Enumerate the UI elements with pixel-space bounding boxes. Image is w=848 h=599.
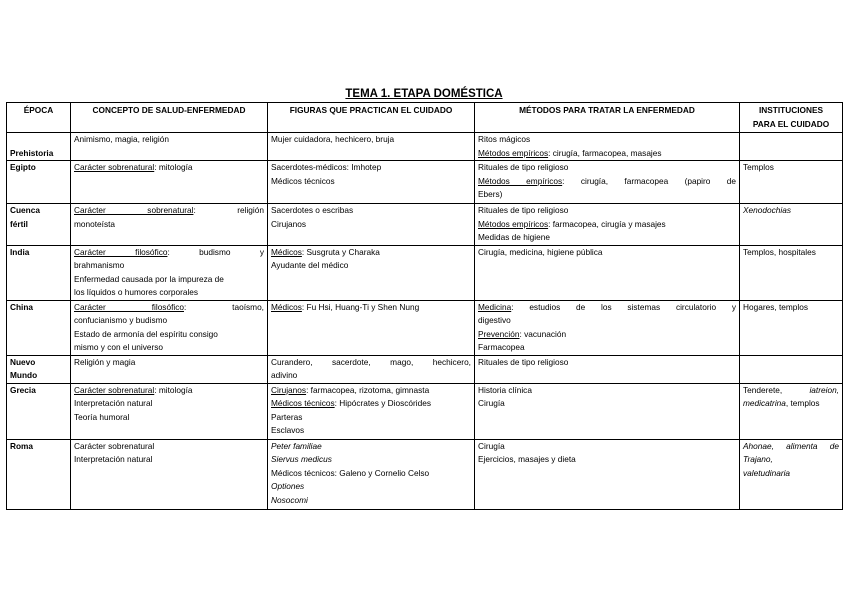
concepto-cell [71, 245, 268, 300]
table-row [7, 245, 843, 300]
epoca-line: fértil [10, 218, 28, 229]
figuras-line [271, 301, 471, 315]
figuras-line: adivino [271, 370, 298, 380]
underlined-term: Médicos [271, 246, 302, 257]
table-row [7, 355, 843, 383]
metodos-text: : vacunación [519, 328, 567, 339]
underlined-term: Prevención [478, 328, 520, 339]
instituciones-cell [740, 355, 843, 383]
history-table [6, 102, 843, 510]
figuras-line [271, 384, 471, 398]
figuras-line: Peter familiae [271, 440, 322, 451]
concepto-line [74, 384, 264, 398]
figuras-line: Sacerdotes o escribas [271, 205, 354, 215]
concepto-line: mismo y con el universo [74, 342, 163, 352]
concepto-line: Estado de armonía del espíritu consigo [74, 328, 218, 339]
metodos-line: Rituales de tipo religioso [478, 162, 569, 172]
metodos-cell: Cirugía, medicina, higiene pública [475, 245, 740, 300]
metodos-line: digestivo [478, 315, 511, 325]
figuras-cell [268, 161, 475, 204]
metodos-line: Rituales de tipo religioso [478, 205, 569, 215]
metodos-cell [475, 383, 740, 439]
underlined-term: Carácter sobrenatural [74, 205, 194, 215]
concepto-line [74, 301, 264, 315]
figuras-line: Optiones [271, 481, 305, 491]
concepto-cell [71, 300, 268, 355]
metodos-line: Ebers) [478, 189, 503, 199]
header-figuras: FIGURAS QUE PRACTICAN EL CUIDADO [268, 103, 475, 133]
underlined-term: Carácter sobrenatural [74, 384, 155, 395]
metodos-cell [475, 133, 740, 161]
metodos-text: : cirugía, farmacopea (papiro de [562, 175, 736, 186]
underlined-term: Cirujanos [271, 384, 307, 395]
metodos-text: : cirugía, farmacopea, masajes [548, 147, 662, 158]
concepto-line: Interpretación natural [74, 398, 153, 408]
figuras-text: : Hipócrates y Dioscórides [334, 398, 432, 408]
metodos-line [478, 218, 736, 232]
table-row [7, 383, 843, 439]
epoca-line: Cuenca [10, 205, 40, 215]
concepto-line: Interpretación natural [74, 454, 153, 464]
instituciones-cell [740, 383, 843, 439]
figuras-line: Médicos técnicos [271, 175, 335, 186]
underlined-term: Carácter filosófico [74, 301, 184, 312]
concepto-text: : mitología [154, 162, 193, 172]
table-row [7, 161, 843, 204]
metodos-line: Cirugía [478, 398, 505, 408]
metodos-line: Cirugía [478, 440, 505, 451]
metodos-cell [475, 439, 740, 509]
concepto-line [74, 161, 264, 175]
instituciones-cell [740, 439, 843, 509]
concepto-line: Teoría humoral [74, 411, 130, 422]
instituciones-cell: Templos [740, 161, 843, 204]
concepto-line: brahmanismo [74, 260, 125, 270]
metodos-line: Farmacopea [478, 342, 525, 352]
figuras-text: : farmacopea, rizotoma, gimnasta [306, 384, 430, 395]
metodos-cell [475, 161, 740, 204]
concepto-cell [71, 204, 268, 246]
instituciones-line [743, 397, 839, 411]
epoca-cell: China [7, 300, 71, 355]
instituciones-line [743, 384, 839, 398]
table-row [7, 300, 843, 355]
metodos-line: Medidas de higiene [478, 232, 550, 242]
instituciones-cell: Templos, hospitales [740, 245, 843, 300]
metodos-line: Ejercicios, masajes y dieta [478, 454, 576, 464]
concepto-line: Enfermedad causada por la impureza de [74, 273, 224, 284]
instituciones-cell: Xenodochias [740, 204, 843, 246]
concepto-cell [71, 161, 268, 204]
underlined-term: Médicos [271, 301, 302, 312]
metodos-text: : estudios de los sistemas circulatorio y [511, 301, 736, 312]
concepto-cell: Animismo, magia, religión [71, 133, 268, 161]
header-instituciones-line-1: INSTITUCIONES [758, 105, 824, 115]
header-epoca: ÉPOCA [7, 103, 71, 133]
figuras-cell [268, 300, 475, 355]
concepto-line: los líquidos o humores corporales [74, 287, 199, 297]
table-row [7, 204, 843, 246]
figuras-line: Sacerdotes-médicos: Imhotep [271, 162, 382, 172]
underlined-term: Métodos empíricos [478, 147, 549, 158]
figuras-line: Curandero, sacerdote, mago, hechicero, [271, 356, 471, 367]
instituciones-term: medicatrina [743, 398, 786, 408]
figuras-text: : Susgruta y Charaka [301, 246, 380, 257]
underlined-term: Carácter filosófico [74, 246, 168, 257]
figuras-cell [268, 383, 475, 439]
header-row [7, 103, 843, 133]
figuras-cell: Mujer cuidadora, hechicero, bruja [268, 133, 475, 161]
instituciones-text: Tenderete, [743, 384, 783, 395]
instituciones-line: valetudinaria [743, 467, 791, 478]
epoca-line: Nuevo [10, 356, 36, 367]
table-row [7, 439, 843, 509]
epoca-cell: Prehistoria [7, 133, 71, 161]
figuras-line [271, 246, 471, 260]
concepto-text: : religión [193, 205, 264, 215]
instituciones-cell [740, 133, 843, 161]
document-title: TEMA 1. ETAPA DOMÉSTICA [345, 88, 503, 100]
metodos-cell [475, 300, 740, 355]
instituciones-term: iatreion, [809, 384, 839, 395]
underlined-term: Métodos empíricos [478, 218, 549, 229]
figuras-text: : Fu Hsi, Huang-Ti y Shen Nung [301, 301, 420, 312]
metodos-cell [475, 204, 740, 246]
figuras-line: Esclavos [271, 425, 305, 435]
instituciones-line: Trajano, [743, 454, 773, 464]
concepto-cell [71, 439, 268, 509]
epoca-cell: India [7, 245, 71, 300]
figuras-line: Siervus medicus [271, 454, 332, 464]
figuras-cell [268, 439, 475, 509]
figuras-line: Médicos técnicos: Galeno y Cornelio Celso [271, 467, 430, 478]
underlined-term: Carácter sobrenatural [74, 162, 155, 172]
metodos-text: : farmacopea, cirugía y masajes [548, 218, 666, 229]
epoca-cell [7, 355, 71, 383]
epoca-cell: Grecia [7, 383, 71, 439]
instituciones-line: Ahonae, alimenta de [743, 440, 839, 451]
instituciones-text: , templos [785, 398, 820, 408]
concepto-text: : budismo y [167, 246, 264, 257]
header-instituciones [740, 103, 843, 133]
epoca-cell: Roma [7, 439, 71, 509]
metodos-line [478, 147, 736, 161]
concepto-line [74, 204, 264, 218]
concepto-line: monoteísta [74, 218, 116, 229]
concepto-cell [71, 383, 268, 439]
figuras-cell [268, 245, 475, 300]
concepto-line: Carácter sobrenatural [74, 440, 155, 451]
table-row [7, 133, 843, 161]
concepto-line [74, 246, 264, 260]
concepto-line: confucianismo y budismo [74, 315, 168, 325]
epoca-line: Mundo [10, 370, 38, 380]
figuras-cell [268, 204, 475, 246]
figuras-cell [268, 355, 475, 383]
concepto-cell: Religión y magia [71, 355, 268, 383]
figuras-line: Parteras [271, 411, 303, 422]
epoca-cell: Egipto [7, 161, 71, 204]
concepto-text: : taoísmo, [183, 301, 264, 312]
metodos-line [478, 301, 736, 315]
metodos-cell: Rituales de tipo religioso [475, 355, 740, 383]
metodos-line [478, 175, 736, 189]
instituciones-cell: Hogares, templos [740, 300, 843, 355]
epoca-cell [7, 204, 71, 246]
figuras-line: Cirujanos [271, 218, 307, 229]
figuras-line: Nosocomi [271, 494, 308, 505]
underlined-term: Métodos empíricos [478, 175, 563, 186]
metodos-line [478, 328, 736, 342]
header-instituciones-line-2: PARA EL CUIDADO [752, 118, 830, 129]
underlined-term: Medicina [478, 301, 512, 312]
concepto-text: : mitología [154, 384, 193, 395]
metodos-line: Historia clínica [478, 384, 532, 395]
metodos-line: Ritos mágicos [478, 134, 531, 144]
underlined-term: Médicos técnicos [271, 398, 335, 408]
header-concepto: CONCEPTO DE SALUD-ENFERMEDAD [71, 103, 268, 133]
header-metodos: MÉTODOS PARA TRATAR LA ENFERMEDAD [475, 103, 740, 133]
figuras-line [271, 397, 471, 411]
figuras-line: Ayudante del médico [271, 260, 349, 270]
